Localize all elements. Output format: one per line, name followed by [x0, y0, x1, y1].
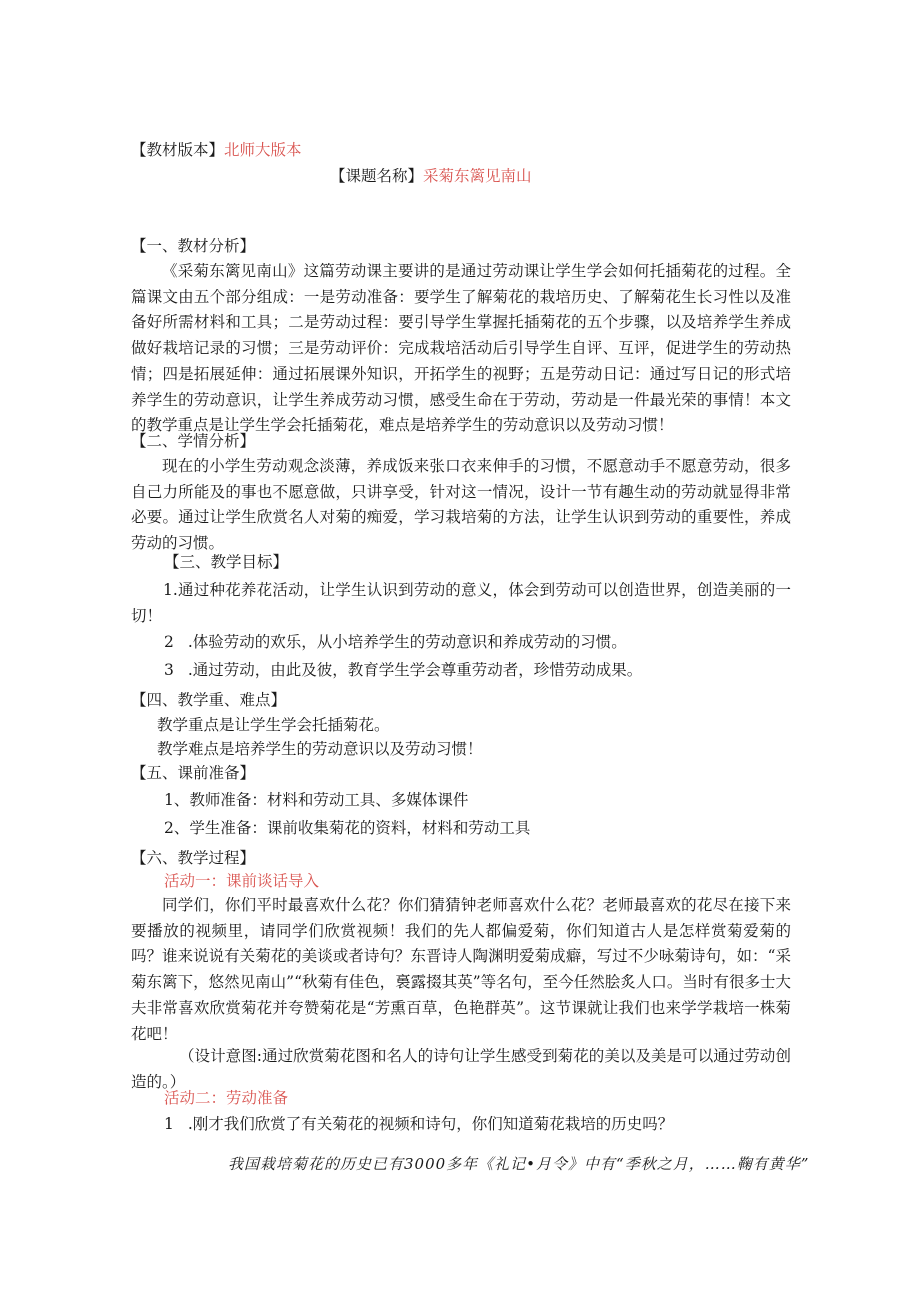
activity-2-question: [164, 1114, 673, 1134]
goal-item-2-text: .体验劳动的欢乐，从小培养学生的劳动意识和养成劳动的习惯。: [187, 633, 627, 651]
activity-2-question-text: .刚才我们欣赏了有关菊花的视频和诗句，你们知道菊花栽培的历史吗？: [187, 1115, 674, 1133]
lesson-title-value: 采菊东篱见南山: [423, 167, 532, 185]
lesson-title-label: 【课题名称】: [330, 167, 424, 185]
goal-item-3: [164, 660, 642, 680]
difficult-point-line: 教学难点是培养学生的劳动意识以及劳动习惯！: [157, 740, 483, 758]
edition-value: 北师大版本: [224, 141, 302, 159]
section-6-heading: 【六、教学过程】: [131, 849, 256, 867]
student-prep-line: 2、学生准备：课前收集菊花的资料，材料和劳动工具: [164, 819, 531, 837]
goal-item-3-text: .通过劳动，由此及彼，教育学生学会尊重劳动者，珍惜劳动成果。: [187, 661, 643, 679]
section-5-heading: 【五、课前准备】: [131, 764, 256, 782]
activity-2-title: 活动二：劳动准备: [164, 1089, 289, 1107]
section-2-paragraph: 现在的小学生劳动观念淡薄，养成饭来张口衣来伸手的习惯，不愿意动手不愿意劳动，很多自己力所能及的事也不愿意做，只讲享受，针对这一情况，设计一节有趣生动的劳动就显得非常必要。通过让学生欣赏名人对菊的痴爱，学习栽培菊的方法，让学生认识到劳动的重要性，养成劳动的习惯。: [131, 457, 791, 553]
lesson-title-line: [330, 166, 532, 186]
activity-2-question-number: 1: [164, 1115, 174, 1133]
section-1-paragraph: 《采菊东篱见南山》这篇劳动课主要讲的是通过劳动课让学生学会如何托插菊花的过程。全篇课文由五个部分组成：一是劳动准备：要学生了解菊花的栽培历史、了解菊花生长习性以及准备好所需材料和工具；二是劳动过程：要引导学生掌握托插菊花的五个步骤，以及培养学生养成做好栽培记录的习惯；三是劳动评价：完成栽培活动后引导学生自评、互评，促进学生的劳动热情；四是拓展延伸：通过拓展课外知识，开拓学生的视野；五是劳动日记：通过写日记的形式培养学生的劳动意识，让学生养成劳动习惯，感受生命在于劳动，劳动是一件最光荣的事情！本文的教学重点是让学生学会托插菊花，难点是培养学生的劳动意识以及劳动习惯！: [131, 262, 791, 435]
section-3-heading: 【三、教学目标】: [164, 553, 289, 571]
goal-item-3-number: 3: [164, 661, 174, 679]
goal-item-2-number: 2: [164, 633, 174, 651]
activity-1-paragraph: 同学们，你们平时最喜欢什么花？你们猜猜钟老师喜欢什么花？老师最喜欢的花尽在接下来要播放的视频里，请同学们欣赏视频！我们的先人都偏爱菊，你们知道古人是怎样赏菊爱菊的吗？谁来说说有关菊花的美谈或者诗句？东晋诗人陶渊明爱菊成癖，写过不少咏菊诗句，如：“采菊东篱下，悠然见南山”“秋菊有佳色，裛露掇其英”等名句，至今任然脍炙人口。当时有很多士大夫非常喜欢欣赏菊花并夸赞菊花是“芳熏百草，色艳群英”。这节课就让我们也来学学栽培一株菊花吧！: [131, 896, 791, 1043]
teacher-prep-line: 1、教师准备：材料和劳动工具、多媒体课件: [164, 791, 469, 809]
section-1-heading: 【一、教材分析】: [131, 237, 256, 255]
goal-item-2: [164, 632, 627, 652]
key-point-line: 教学重点是让学生学会托插菊花。: [157, 716, 390, 734]
chrysanthemum-history-line: 我国栽培菊花的历史已有3000多年《礼记•月令》中有“季秋之月，……鞠有黄华”: [228, 1155, 810, 1173]
activity-1-title: 活动一：课前谈话导入: [164, 872, 320, 890]
section-4-heading: 【四、教学重、难点】: [131, 691, 287, 709]
edition-label: 【教材版本】: [131, 141, 225, 159]
design-intent-note: （设计意图:通过欣赏菊花图和名人的诗句让学生感受到菊花的美以及美是可以通过劳动创造的。）: [131, 1047, 791, 1091]
edition-line: [131, 140, 302, 160]
goal-item-1: 1.通过种花养花活动，让学生认识到劳动的意义，体会到劳动可以创造世界，创造美丽的一切！: [131, 581, 791, 625]
section-2-heading: 【二、学情分析】: [131, 432, 256, 450]
